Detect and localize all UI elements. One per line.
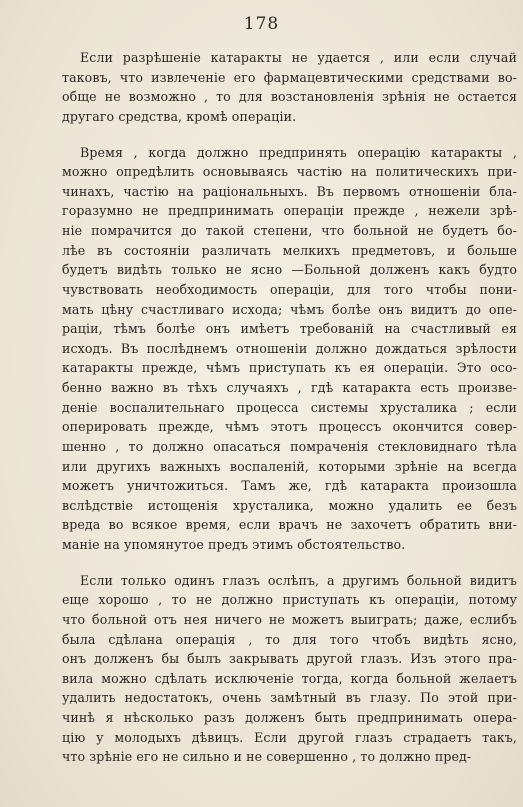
body-text <box>62 48 517 783</box>
text-line: можетъ уничтожиться. Тамъ же, гдѣ катаракта произошла <box>62 478 517 494</box>
text-line: Если разрѣшеніе катаракты не удается , или если случай <box>80 50 517 65</box>
text-line: лѣе въ состояніи различать мелкихъ предметовъ, и больше <box>62 242 517 258</box>
text-line: оперировать прежде, чѣмъ этотъ процессъ окончится совер- <box>62 419 517 435</box>
text-line: что зрѣніе его не сильно и не совершенно , то должно пред- <box>62 749 472 765</box>
text-line: была сдѣлана операція , то для того чтобъ видѣть ясно, <box>62 631 517 647</box>
text-line: вслѣдствіе истощенія хрусталика, можно удалить ее безъ <box>62 497 517 513</box>
text-line: горазумно не предпринимать операціи прежде , нежели зрѣ- <box>62 203 517 219</box>
text-line: удалить недостатокъ, очень замѣтный въ глазу. По этой при- <box>62 690 517 706</box>
text-line: чинахъ, частію на раціональныхъ. Въ первомъ отношеніи бла- <box>62 183 517 199</box>
text-line: вила можно сдѣлать исключеніе тогда, когда больной желаетъ <box>62 670 517 686</box>
text-line: Если только одинъ глазъ ослѣпъ, а другимъ больной видитъ <box>80 572 517 588</box>
text-line: цію у молодыхъ дѣвицъ. Если другой глазъ страдаетъ такъ, <box>62 729 517 745</box>
page-number: 178 <box>243 14 280 34</box>
text-line: онъ долженъ бы былъ закрывать другой глазъ. Изъ этого пра- <box>62 651 517 667</box>
text-line: чинѣ я нѣсколько разъ долженъ быть предпринимать опера- <box>62 710 517 725</box>
text-line: обще не возможно , то для возстановленія зрѣнія не остается <box>62 89 517 105</box>
text-line: можно опредѣлить основываясь частію на политическихъ при- <box>62 164 517 180</box>
text-line: мать цѣну счастливаго исхода; чѣмъ болѣе онъ видитъ до опе- <box>62 301 517 317</box>
text-line: ніе помрачится до такой степени, что больной не будетъ бо- <box>62 223 517 238</box>
text-line: бенно важно въ тѣхъ случаяхъ , гдѣ катаракта есть произве- <box>62 380 517 395</box>
text-line: деніе воспалительнаго процесса системы хрусталика ; если <box>62 399 517 415</box>
text-line: будетъ видѣть только не ясно —Больной долженъ какъ будто <box>62 262 517 278</box>
text-line: таковъ, что извлеченіе его фармацевтическими средствами во- <box>62 69 517 85</box>
text-line: еще хорошо , то не должно приступать къ операціи, потому <box>62 592 517 608</box>
text-line: исходъ. Въ послѣднемъ отношеніи должно дождаться зрѣлости <box>62 340 517 356</box>
text-line: Время , когда должно предпринять операцію катаракты , <box>80 144 517 160</box>
text-line: или другихъ важныхъ воспаленій, которыми зрѣніе на всегда <box>62 458 517 474</box>
text-line: вреда во всякое время, если врачъ не захочетъ обратить вни- <box>62 517 517 533</box>
text-line: что больной отъ нея ничего не можетъ выиграть; даже, еслибъ <box>62 611 517 627</box>
paragraph <box>62 571 517 767</box>
text-line: маніе на упомянутое предъ этимъ обстоятельство. <box>62 537 406 552</box>
text-line: чувствовать необходимость операціи, для того чтобы пони- <box>62 281 517 297</box>
text-line: шенно , то должно опасаться помраченія стекловиднаго тѣла <box>62 438 517 454</box>
text-line: раціи, тѣмъ болѣе онъ имѣетъ требованій на счастливый ея <box>62 321 517 337</box>
paragraph <box>62 143 517 555</box>
text-line: другаго средства, кромѣ операціи. <box>62 108 297 124</box>
paragraph <box>62 48 517 127</box>
text-line: катаракты прежде, чѣмъ приступать къ ея операціи. Это осо- <box>62 360 517 376</box>
